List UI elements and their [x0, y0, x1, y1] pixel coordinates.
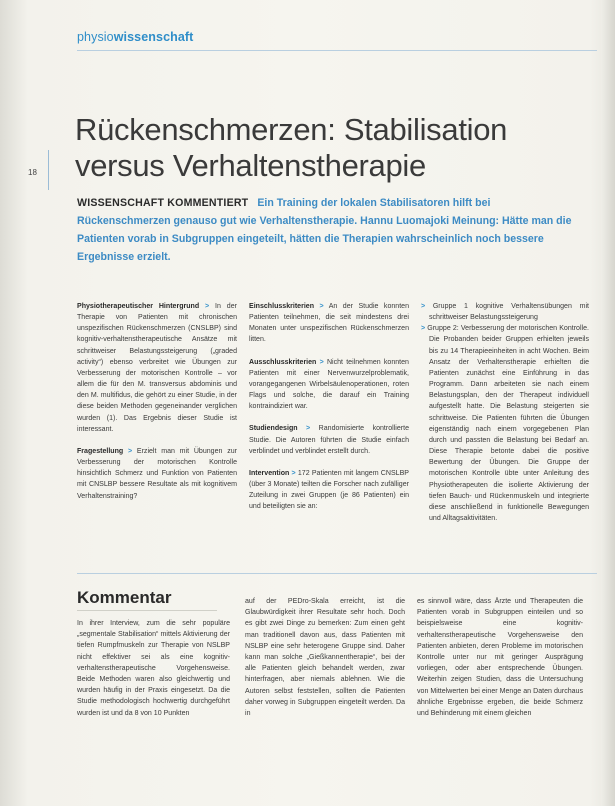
bullet-text: Gruppe 2: Verbesserung der motorischen Kontrolle. Die Probanden beider Gruppen erhielten jeweils bis zu 14 Therapieeinheiten in acht Wochen. Beim Ansatz der Verhaltenstherapie erhielten die Patienten zunächst eine Einführung in das Programm. Dann arbeiteten sie nach einem Belastungsplan, den der Therapeut individuell aufgestellt hatte. Die Belastung steigerten sie schrittweise. Die Patienten führten die Übungen eigenständig nach einem vorgegebenen Plan durch und passten die Belastung bei Bedarf an. Diese Therapie betonte dabei die positive Bewertung der Übungen. Die Gruppe der motorischen Kontrolle übte unter Anleitung des Physiotherapeuten die isolierte Aktivierung der tiefen Bauch- und Rückenmuskeln und integrierte diese anschließend in funktionelle Bewegungen und Alltagsaktivitäten. [427, 325, 589, 522]
paragraph-design [249, 423, 409, 456]
article-title-line-1: Rückenschmerzen: Stabilisation [75, 112, 508, 147]
bullet-text: Gruppe 1 kognitive Verhaltensübungen mit schrittweiser Belastungssteigerung [429, 303, 589, 322]
section-header-prefix: physio [77, 30, 114, 44]
column-3 [421, 301, 589, 524]
arrow-icon: > [205, 303, 210, 310]
bullet-group-2 [421, 323, 589, 524]
paragraph-text: Randomisierte kontrollierte Studie. Die Autoren führten die Studie einfach verblindet und verblindet erstellt durch. [249, 425, 409, 455]
section-header [77, 30, 193, 44]
lead-text: Ein Training der lokalen Stabilisatoren hilft bei Rückenschmerzen genauso gut wie Verhaltenstherapie. Hannu Luomajoki Meinung: Hätte man die Patienten vorab in Subgruppen eingeteilt, hätten die Therapien wahrscheinlich noch bessere Ergebnisse erzielt. [77, 197, 572, 263]
arrow-icon: > [306, 425, 311, 433]
paragraph-text: Nicht teilnehmen konnten Patienten mit einer Nervenwurzelproblematik, vorangegangenen Wirbelsäulenoperationen, roten Flags und solche, die darauf ein Training kontraindiziert war. [249, 358, 409, 411]
article-title-line-2: versus Verhaltenstherapie [75, 148, 426, 183]
kommentar-column-3: es sinnvoll wäre, dass Ärzte und Therapeuten die Patienten vorab in Subgruppen einteilen und so beispielsweise eine kognitiv-verhaltenstherapeutische Vorgehensweise den Patienten anbieten, deren Probleme im motorischen Kontrolle unter nur mit geringer Ausprägung vorliegen, oder aber entsprechende Übungen. Weiterhin zeigen Studien, dass die Untersuchung von Mittelwerten bei einer Menge an Daten durchaus ähnliche Ergebnisse ergeben, die beide Schmerz und Behinderung mit einem gleichen [417, 598, 583, 718]
paragraph-text: 172 Patienten mit langem CNSLBP (über 3 Monate) teilten die Forscher nach zufälliger Zuteilung in zwei Gruppen (je 86 Patienten) ein und beteiligten sie an: [249, 469, 409, 511]
arrow-icon: > [319, 303, 324, 310]
column-1 [77, 301, 237, 513]
kommentar-column-1: In ihrer Interview, zum die sehr populäre „segmentale Stabilisation“ mittels Aktivierung der tiefen Rumpfmuskeln zur Therapie von NSLBP nicht effektiver sei als eine kognitiv-verhaltenstherapeutische Vorgehensweise. Beide Methoden waren also gleichwertig und wurden häufig in der Praxis eingesetzt. Da die Studie methodologisch hochwertig durchgeführt wurden ist und da 8 von 10 Punkten [77, 620, 230, 717]
paragraph-text: Erzielt man mit Übungen zur Verbesserung der motorischen Kontrolle hinsichtlich Schmerz und Funktion von Patienten mit CNSLBP bessere Resultate als mit kognitivem Verhaltenstraining? [77, 447, 237, 500]
paragraph-background [77, 301, 237, 435]
arrow-icon: > [127, 447, 133, 455]
arrow-icon: > [319, 358, 324, 366]
paragraph-heading: Fragestellung [77, 447, 124, 455]
arrow-icon: > [421, 325, 426, 333]
paragraph-question [77, 446, 237, 502]
kommentar-underline [77, 610, 217, 611]
paragraph-heading: Ausschlusskriterien [249, 358, 317, 366]
page-fold [601, 0, 615, 806]
paragraph-text: In der Therapie von Patienten mit chronischen unspezifischen Rückenschmerzen (CNSLBP) sind kognitiv-verhaltenstherapeutische Ansätze mit schrittweiser Belastungssteigerung („graded activity“) ebenso verbreitet wie Übungen zur Verbesserung der motorischen Kontrolle – vor allem die für den M. transversus abdominis und den M. multifidus, die gehört zu einer Studie, in der diese beiden Methoden gegeneinander verglichen wurden (1). Das Ergebnis dieser Studie ist interessant. [77, 303, 237, 433]
paragraph-intervention [249, 468, 409, 513]
article-title [75, 112, 595, 184]
paragraph-heading: Studiendesign [249, 425, 298, 433]
kommentar-heading: Kommentar [77, 588, 172, 607]
paragraph-heading: Einschlusskriterien [249, 303, 315, 310]
page-number: 18 [28, 168, 37, 177]
bullet-group-1 [421, 301, 589, 323]
paragraph-inclusion [249, 301, 409, 346]
header-rule [77, 50, 597, 51]
section-header-suffix: wissenschaft [113, 30, 194, 44]
paragraph-heading: Intervention [249, 469, 290, 477]
lead-label: WISSENSCHAFT KOMMENTIERT [77, 197, 249, 209]
paragraph-heading: Physiotherapeutischer Hintergrund [77, 303, 200, 310]
paragraph-text: An der Studie konnten Patienten teilnehmen, die seit mindestens drei Monaten unter unspezifischen Rückenschmerzen litten. [249, 303, 409, 344]
paragraph-exclusion [249, 357, 409, 413]
column-2 [249, 301, 409, 524]
arrow-icon: > [291, 469, 296, 477]
side-rule [48, 150, 49, 190]
article-lead [77, 194, 585, 266]
kommentar-column-2: auf der PEDro-Skala erreicht, ist die Glaubwürdigkeit ihrer Resultate sehr hoch. Doch es gibt zwei Dinge zu bemerken: Zum einen geht man traditionell davon aus, dass Patienten mit NSLBP eine sehr heterogene Gruppe sind. Daher kann man solche „Gießkannentherapie“, bei der alle Patienten gleich behandelt werden, zwar hinterfragen, aber niemals ablehnen. Wie die Autoren selbst feststellen, sollten die Patienten daher vorweg in Subgruppen eingeteilt werden. Da in [245, 598, 405, 718]
kommentar-rule [77, 573, 597, 574]
arrow-icon: > [421, 303, 426, 310]
